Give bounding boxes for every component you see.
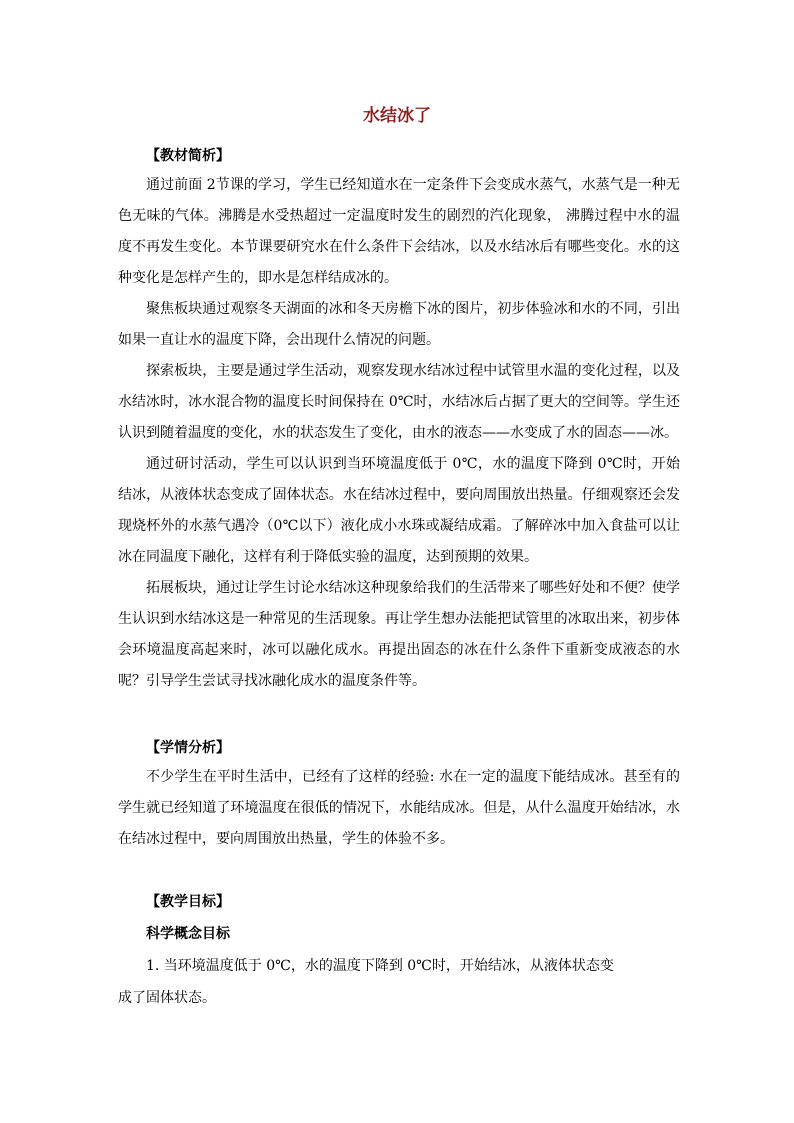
paragraph-focus: 聚焦板块通过观察冬天湖面的冰和冬天房檐下冰的图片，初步体验冰和水的不同，引出如果一直让水的温度下降，会出现什么情况的问题。 — [118, 301, 680, 348]
paragraph-learner: 不少学生在平时生活中，已经有了这样的经验: 水在一定的温度下能结成冰。甚至有的学生就已经知道了环境温度在很低的情况下，水能结成冰。但是，从什么温度开始结冰，水在结冰过程中，要向周围放出热量，学生的体验不多。 — [118, 769, 680, 847]
subheading-science-concept: 科学概念目标 — [146, 926, 230, 942]
paragraph-extend: 拓展板块，通过让学生讨论水结冰这种现象给我们的生活带来了哪些好处和不便？使学生认识到水结冰这是一种常见的生活现象。再让学生想办法能把试管里的冰取出来，初步体会环境温度高起来时，冰可以融化成水。再提出固态的冰在什么条件下重新变成液态的水呢？引导学生尝试寻找冰融化成水的温度条件等。 — [118, 580, 680, 689]
goal-item-1-line1: 1. 当环境温度低于 0℃，水的温度下降到 0℃时，开始结冰，从液体状态变 — [146, 958, 614, 974]
section-heading-textbook-analysis: 【教材简析】 — [146, 148, 230, 164]
section-heading-learner-analysis: 【学情分析】 — [146, 740, 230, 756]
paragraph-intro: 通过前面 2节课的学习，学生已经知道水在一定条件下会变成水蒸气，水蒸气是一种无色无味的气体。沸腾是水受热超过一定温度时发生的剧烈的汽化现象， 沸腾过程中水的温度不再发生变化。本节课要研究水在什么条件下会结冰，以及水结冰后有哪些变化。水的这种变化是怎样产生的，即水是怎样结成冰的。 — [118, 177, 680, 286]
paragraph-discuss: 通过研讨活动，学生可以认识到当环境温度低于 0℃，水的温度下降到 0℃时，开始结冰，从液体状态变成了固体状态。水在结冰过程中，要向周围放出热量。仔细观察还会发现烧杯外的水蒸气遇冷（0℃以下）液化成小水珠或凝结成霜。了解碎冰中加入食盐可以让冰在同温度下融化，这样有利于降低实验的温度，达到预期的效果。 — [118, 456, 680, 565]
goal-item-1-line2: 成了固体状态。 — [118, 990, 216, 1006]
paragraph-explore: 探索板块，主要是通过学生活动，观察发现水结冰过程中试管里水温的变化过程，以及水结冰时，冰水混合物的温度长时间保持在 0℃时，水结冰后占据了更大的空间等。学生还认识到随着温度的变化，水的状态发生了变化，由水的液态——水变成了水的固态——冰。 — [118, 363, 680, 441]
document-title: 水结冰了 — [363, 106, 431, 126]
section-heading-teaching-goals: 【教学目标】 — [146, 894, 230, 910]
